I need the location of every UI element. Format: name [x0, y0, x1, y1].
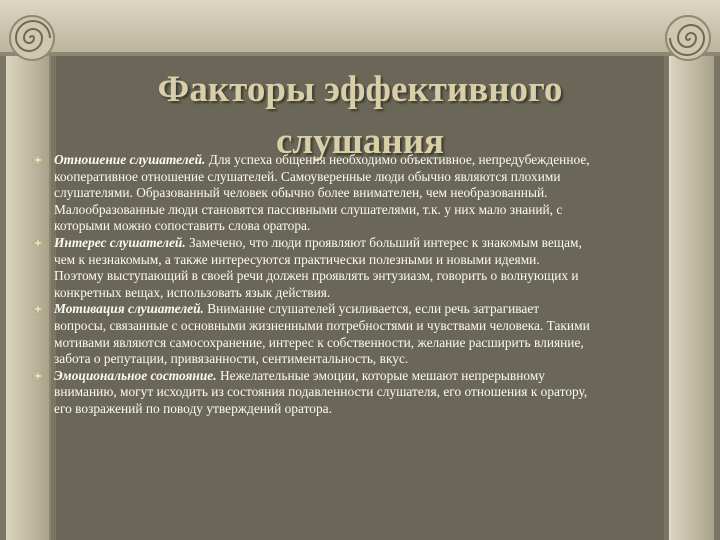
- four-point-star-bullet-icon: [32, 370, 44, 382]
- four-point-star-bullet-icon: [32, 154, 44, 166]
- title-line-2: слушания: [275, 121, 445, 162]
- bullet-item-interest: [32, 235, 592, 301]
- bullet-item-emotional-state: [32, 368, 592, 418]
- bullet-lead: Эмоциональное состояние.: [54, 367, 217, 383]
- bullet-text: Замечено, что люди проявляют больший интерес к знакомым вещам, чем к незнакомым, а также интересуются практически полезными и новыми идеями. Поэтому выступающий в своей речи должен проявлять энтузиазм, говорить о волнующих и конкретных вещах, использовать язык действия.: [54, 234, 582, 300]
- bullet-text: Нежелательные эмоции, которые мешают непрерывному вниманию, могут исходить из состояния подавленности слушателя, его отношения к оратору, его возражений по поводу утверждений оратора.: [54, 367, 588, 416]
- top-lintel: [0, 0, 720, 56]
- bullet-text: Для успеха общения необходимо объективное, непредубежденное, кооперативное отношение слушателей. Самоуверенные люди обычно являются плохими слушателями. Образованный человек обычно более внимателен, чем необразованный. Малообразованные люди становятся пассивными слушателями, т.к. у них мало знаний, с которыми можно сопоставить слова оратора.: [54, 152, 590, 234]
- right-column: [670, 56, 714, 540]
- bullet-lead: Отношение слушателей.: [54, 152, 206, 167]
- spiral-scroll-icon-left: [10, 16, 54, 60]
- four-point-star-bullet-icon: [32, 237, 44, 249]
- bullet-item-motivation: [32, 301, 592, 367]
- bullet-list: [32, 152, 592, 418]
- bullet-lead: Мотивация слушателей.: [54, 301, 204, 317]
- title-line-1: Факторы эффективного: [157, 69, 563, 110]
- bullet-lead: Интерес слушателей.: [54, 234, 186, 250]
- bullet-item-attitude: [32, 152, 592, 235]
- bullet-text: Внимание слушателей усиливается, если речь затрагивает вопросы, связанные с основными жизненными потребностями и чувствами человека. Такими мотивами являются самосохранение, интерес к собственности, желание расширить влияние, забота о репутации, привязанности, сентиментальность, вкус.: [54, 301, 590, 367]
- spiral-scroll-icon-right: [666, 16, 710, 60]
- four-point-star-bullet-icon: [32, 303, 44, 315]
